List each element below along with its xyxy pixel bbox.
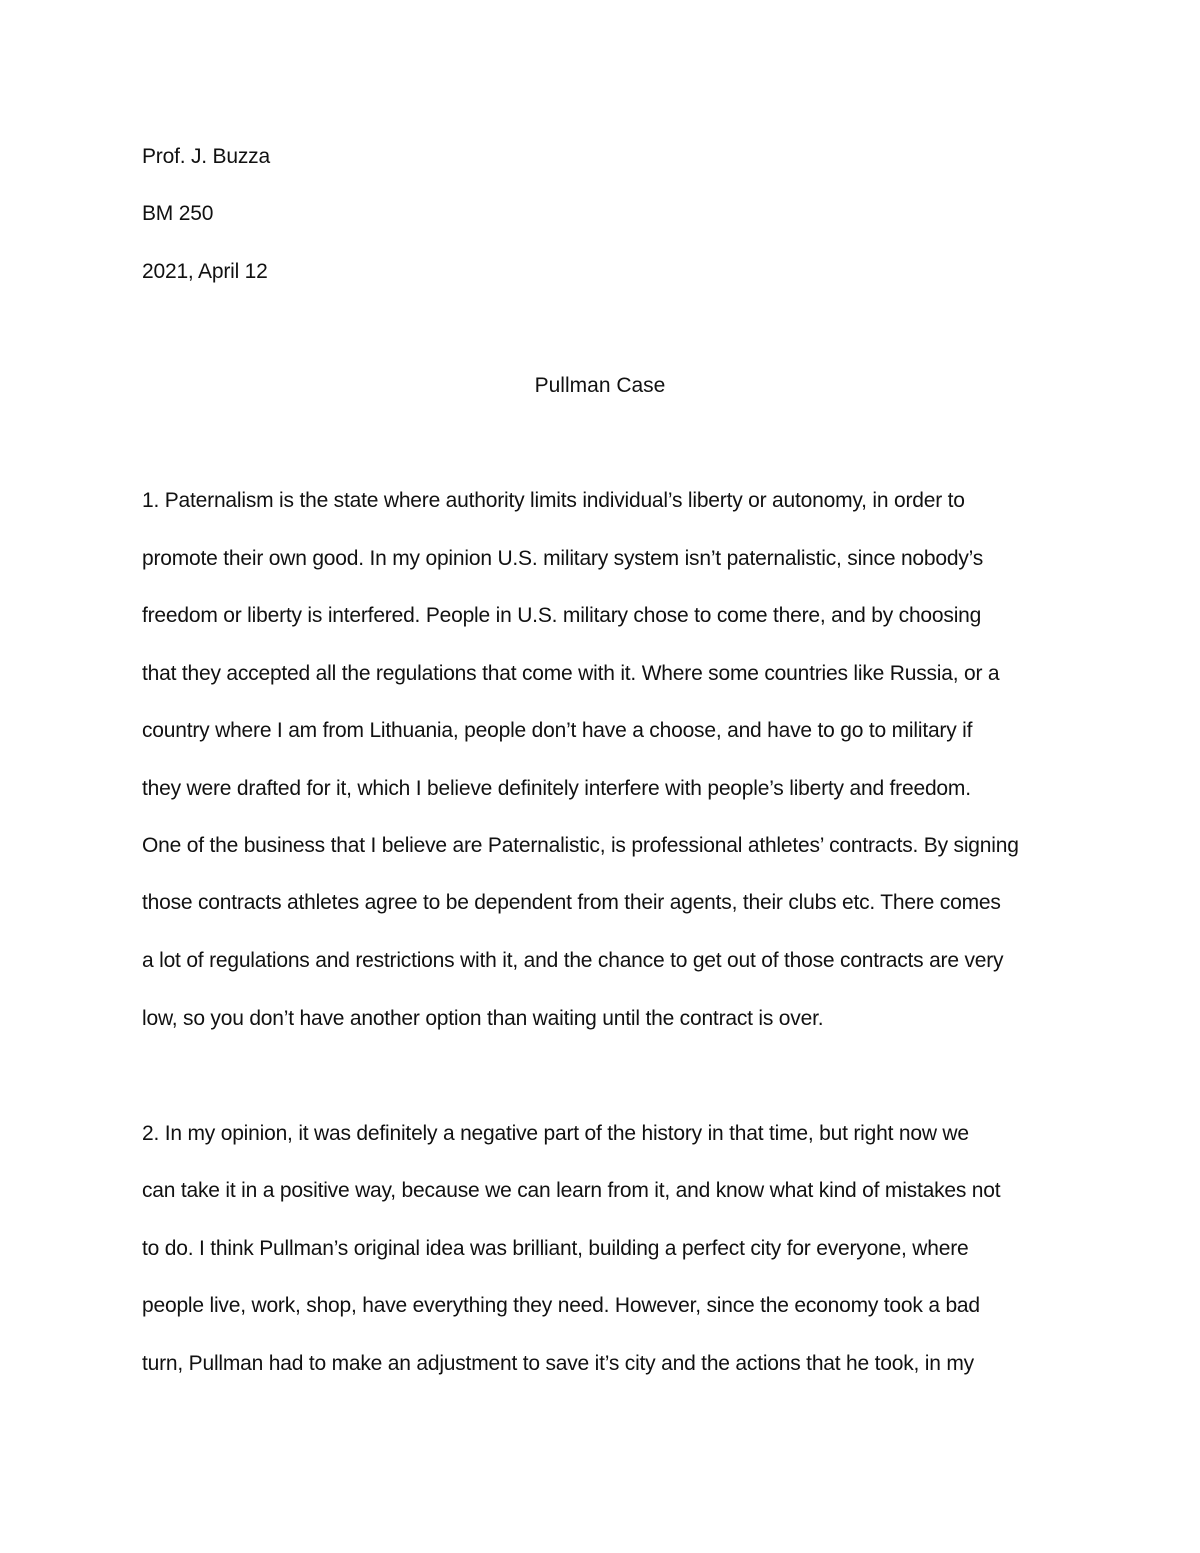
paragraph-line: 1. Paternalism is the state where authority limits individual’s liberty or autonomy, in order to	[142, 489, 965, 512]
document-title: Pullman Case	[534, 374, 666, 397]
paragraph-line: they were drafted for it, which I believe definitely interfere with people’s liberty and freedom.	[142, 777, 971, 800]
paragraph-line: promote their own good. In my opinion U.S. military system isn’t paternalistic, since nobody’s	[142, 547, 984, 570]
paragraph-line: 2. In my opinion, it was definitely a negative part of the history in that time, but right now we	[142, 1122, 969, 1145]
paragraph-line: can take it in a positive way, because we can learn from it, and know what kind of mistakes not	[142, 1179, 1001, 1202]
paragraph-line: turn, Pullman had to make an adjustment to save it’s city and the actions that he took, in my	[142, 1352, 974, 1375]
paragraph-line: people live, work, shop, have everything they need. However, since the economy took a bad	[142, 1294, 980, 1317]
paragraph-line: One of the business that I believe are Paternalistic, is professional athletes’ contracts. By signing	[142, 834, 1019, 857]
date: 2021, April 12	[142, 260, 268, 283]
professor-name: Prof. J. Buzza	[142, 145, 270, 168]
paragraph-line: country where I am from Lithuania, people don’t have a choose, and have to go to military if	[142, 719, 973, 742]
paragraph-line: freedom or liberty is interfered. People in U.S. military chose to come there, and by choosing	[142, 604, 982, 627]
paragraph-line: to do. I think Pullman’s original idea was brilliant, building a perfect city for everyone, where	[142, 1237, 969, 1260]
paragraph-line: low, so you don’t have another option than waiting until the contract is over.	[142, 1007, 824, 1030]
paragraph-line: a lot of regulations and restrictions with it, and the chance to get out of those contracts are very	[142, 949, 1004, 972]
paragraph-line: those contracts athletes agree to be dependent from their agents, their clubs etc. There comes	[142, 891, 1001, 914]
course-code: BM 250	[142, 202, 214, 225]
paragraph-line: that they accepted all the regulations that come with it. Where some countries like Russia, or a	[142, 662, 1000, 685]
